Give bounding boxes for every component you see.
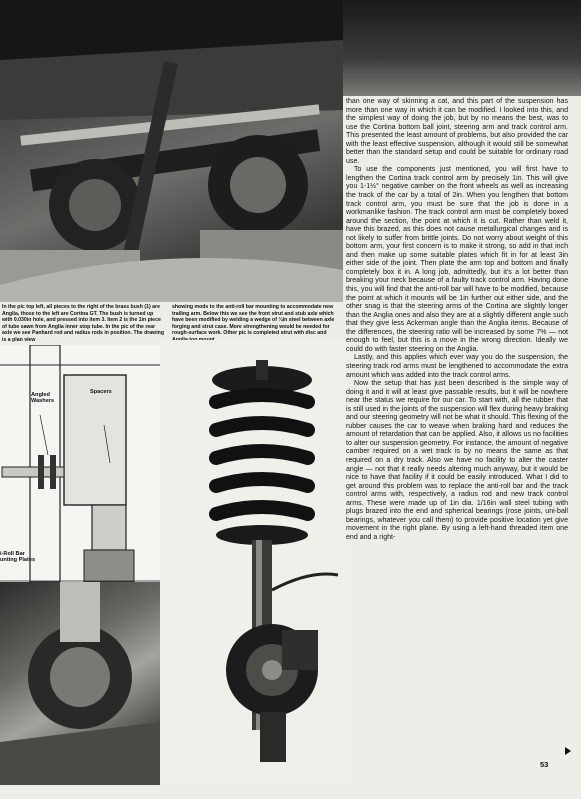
body-paragraph-3: Lastly, and this applies which ever way you do the suspension, the steering track rod arms must be lengthened to accommodate the extra amount which was added into the track control arms. bbox=[346, 354, 568, 379]
body-paragraph-2: To use the components just mentioned, you will first have to lengthen the Cortina track control arm by precisely 1in. This will give you 1-1½° negative camber on the front wheels as well as increasing the track of the car by a total of 2in. When you lengthen that bottom track control arm, you must be sure that the job is done in a workmanlike fashion. The track control arm must be completely boxed around the section, the point at which it is cut. Rather than weld it, have this brazed, as this does not cause metallurgical changes and is not likely to suffer from brittle joints. Do not worry about weight of this bottom arm, your first concern is to make it strong, so add in that inch and then make up some suitable plates which fit in for at least 3in either side of the joint. Then plate the arm top and bottom and finally completely box it in. A long job, admittedly, but it's a lot better than breaking your neck because of a faulty track control arm. Having done this, you will find that the anti-roll bar will have to be modified, because the point at which it mounts will be 1in further out either side, and the other snag is that the steering arms of the Cortina are slightly longer than the Anglia ones and also they are at a slightly different angle such that they give less Ackerman angle than the Anglia items. Because of the differences, the steering ratio will be increased by some 7% — not enough to feel, but this is a move in the wrong direction. Ideally we could do with faster steering on the Anglia. bbox=[346, 166, 568, 353]
label-spacers: Spacers bbox=[90, 389, 112, 395]
caption-left bbox=[2, 304, 164, 344]
body-paragraph-4: Now the setup that has just been described is the simple way of doing it and it will at least give passable results, but it will be nowhere near the status we require for our car. To start with, all the rubber that is still used in the joints of the suspension will flex during heavy braking and our steering geometry will not be what it should. This flexing of the rubber causes the car to weave when braking hard and reduces the amount of retardation that can be applied. Also, it allows us no facilities to alter our suspension geometry. For instance, the amount of negative camber required on a wet track is by no means the same as that required on a dry track. Also we have no facility to alter the caster angle — not that it really needs altering much anyway, but it would be nice to have that facility if it could be easily introduced. What I did to get around this problem was to replace the anti-roll bar and the track control arms with, respectively, a radius rod and new track control arms. These were made up of 1in dia. 1/16in wall steel tubing with plugs brazed into the end and spherical bearings (rose joints, uni-ball bearings, whatever you call them) to provide positive location yet give movement in the right plane. By using a left-hand threaded item one end and a right- bbox=[346, 380, 568, 541]
rear-axle-illustration bbox=[0, 0, 343, 302]
anti-roll-bar-drawing bbox=[0, 345, 160, 582]
top-strip-photo bbox=[343, 0, 581, 96]
label-angled-washers: Angled Washers bbox=[31, 392, 55, 405]
article-body bbox=[346, 98, 568, 542]
strut-wedge-photo bbox=[0, 582, 160, 785]
strut-assembly-photo bbox=[160, 340, 346, 785]
body-paragraph-1: than one way of skinning a cat, and this part of the suspension has more than one way in which it can be modified. I looked into this, and the simplest way of doing the job, but by no means the best, was to use the Cortina bottom ball joint, steering arm and track control arm. This presented the least amount of problems, but also provided the car with the least effective suspension, although it would still be somewhat better than the standard setup and could be suitable for ordinary road use. bbox=[346, 98, 568, 165]
page-number: 53 bbox=[540, 760, 549, 769]
caption-right-text: showing mods to the anti-roll bar mounting to accommodate new trailing arm. Below this we see the front strut and stub axle which have been modified by welding a wedge of ¼in steel between axle forging and strut case. More strengthening would be needed for rough-surface work. Other pic is completed strut with disc and bbox=[172, 304, 335, 337]
continue-arrow-icon bbox=[565, 747, 571, 755]
rear-axle-photo bbox=[0, 0, 343, 302]
caption-left-text: In the pic top left, all pieces to the right of the brass bush (1) are Anglia, those to the left are Cortina GT. The bush is turned up with 0.030in hole, and pressed into item 3. Item 2 is the 1in piece of tube sawn from Anglia inner stop tube. In the pic of the rear axle we see Panhard rod and radius rods in position. The drawing is a plan view bbox=[2, 304, 164, 343]
caption-right bbox=[172, 304, 343, 344]
strut-illustration bbox=[160, 340, 346, 785]
label-mounting-plates: i-Roll Bar unting Plates bbox=[0, 551, 36, 564]
plan-view-drawing bbox=[0, 345, 160, 582]
